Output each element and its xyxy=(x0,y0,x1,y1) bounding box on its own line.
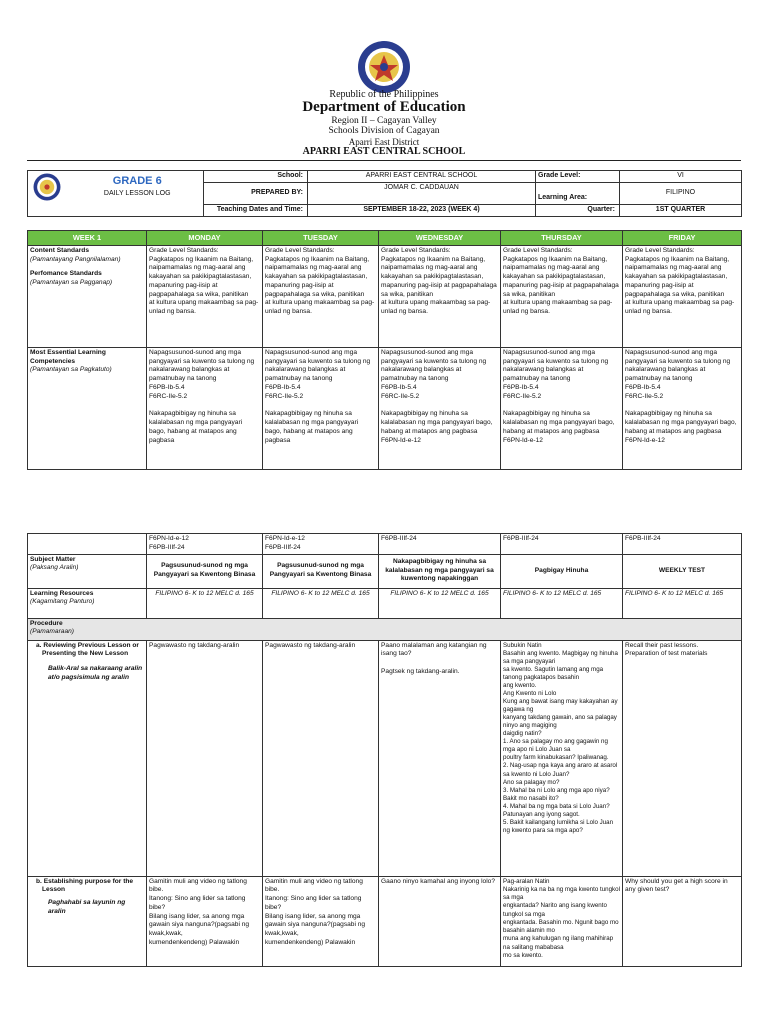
day-header-monday: MONDAY xyxy=(147,231,263,246)
lesson-table-part2 xyxy=(27,533,742,967)
melc-label: Most Essential Learning Competencies xyxy=(30,348,106,365)
resources-label: Learning Resources xyxy=(30,589,94,597)
step-b-friday: Why should you get a high score in any given test? xyxy=(623,876,742,966)
standards-tuesday: Grade Level Standards: Pagkatapos ng Ikaanim na Baitang, naipamamalas ng mag-aaral ang kakayahan sa pakikipagtalastasan, mapanuring pag-iisip at pagpapahalaga sa wika, panitikan at kultura upang makaambag sa pag-unlad ng bansa. xyxy=(263,245,379,347)
step-a-friday: Recall their past lessons. Preparation of test materials xyxy=(623,640,742,876)
step-b-label: b. Establishing purpose for the Lesson xyxy=(36,877,134,894)
prepared-value: JOMAR C. CADDAUAN xyxy=(308,182,536,204)
subject-sub: (Paksang Aralin) xyxy=(30,564,79,572)
grade-level-label: Grade Level: xyxy=(536,171,620,183)
school-value: APARRI EAST CENTRAL SCHOOL xyxy=(308,171,536,183)
melc-monday: Napagsusunod-sunod ang mga pangyayari sa kuwento sa tulong ng nakalarawang balangkas at pamatnubay na tanong F6PB-Ib-5.4 F6RC-IIe-5.2 Nakapagbibigay ng hinuha sa kalalabasan ng mga pangyayari bago, habang at matapos ang pagbasa xyxy=(147,347,263,469)
performance-standards-sub: (Pamantayan sa Pagganap) xyxy=(30,279,113,287)
procedure-sub: (Pamamaraan) xyxy=(30,628,74,636)
codes-monday: F6PN-Id-e-12 F6PB-IIIf-24 xyxy=(147,534,263,555)
standards-wednesday: Grade Level Standards: Pagkatapos ng Ikaanim na Baitang, naipamamalas ng mag-aaral ang kakayahan sa pakikipagtalastasan, mapanuring pag-iisip at pagpapahalaga sa wika, panitikan at kultura upang makaambag sa pag-unlad ng bansa. xyxy=(379,245,501,347)
resources-wednesday: FILIPINO 6- K to 12 MELC d. 165 xyxy=(379,588,501,618)
learning-area-label: Learning Area: xyxy=(536,182,620,204)
school-title: APARRI EAST CENTRAL SCHOOL xyxy=(302,146,466,157)
header-divider xyxy=(27,160,741,161)
subject-tuesday: Pagsusunud-sunod ng mga Pangyayari sa Kwentong Binasa xyxy=(263,554,379,588)
lesson-table-part1 xyxy=(27,230,742,470)
resources-tuesday: FILIPINO 6- K to 12 MELC d. 165 xyxy=(263,588,379,618)
melc-tuesday: Napagsusunod-sunod ang mga pangyayari sa kuwento sa tulong ng nakalarawang balangkas at pamatnubay na tanong F6PB-Ib-5.4 F6RC-IIe-5.2 Nakapagbibigay ng hinuha sa kalalabasan ng mga pangyayari bago, habang at matapos ang pagbasa xyxy=(263,347,379,469)
resources-monday: FILIPINO 6- K to 12 MELC d. 165 xyxy=(147,588,263,618)
codes-wednesday: F6PB-IIIf-24 xyxy=(379,534,501,555)
log-title: DAILY LESSON LOG xyxy=(103,189,171,197)
melc-label-cell xyxy=(28,347,147,469)
standards-thursday: Grade Level Standards: Pagkatapos ng Ikaanim na Baitang, naipamamalas ng mag-aaral ang kakayahan sa pakikipagtalastasan, mapanuring pag-iisip at pagpapahalaga sa wika, panitikan at kultura upang makaambag sa pag-unlad ng bansa. xyxy=(501,245,623,347)
week-header: WEEK 1 xyxy=(28,231,147,246)
step-a-wednesday: Paano malalaman ang katangian ng isang tao? Pagtsek ng takdang-aralin. xyxy=(379,640,501,876)
codes-tuesday: F6PN-Id-e-12 F6PB-IIIf-24 xyxy=(263,534,379,555)
resources-thursday: FILIPINO 6- K to 12 MELC d. 165 xyxy=(501,588,623,618)
dates-label: Teaching Dates and Time: xyxy=(204,204,308,216)
step-b-monday: Gamitin muli ang video ng tatlong bibe. Itanong: Sino ang lider sa tatlong bibe? Bilang isang lider, sa anong mga gawain siya nanguna?(pagsabi ng kwak,kwak, kumendenkendeng) Palawakin xyxy=(147,876,263,966)
step-a-tuesday: Pagwawasto ng takdang-aralin xyxy=(263,640,379,876)
grade-level-value: VI xyxy=(620,171,742,183)
grade-label: GRADE 6 xyxy=(112,175,162,187)
step-b-label-cell xyxy=(28,876,147,966)
deped-seal-icon xyxy=(357,40,411,94)
day-header-wednesday: WEDNESDAY xyxy=(379,231,501,246)
melc-sub: (Pamantayan sa Pagkatuto) xyxy=(30,366,112,374)
melc-thursday: Napagsusunod-sunod ang mga pangyayari sa kuwento sa tulong ng nakalarawang balangkas at pamatnubay na tanong F6PB-Ib-5.4 F6RC-IIe-5.2 Nakapagbibigay ng hinuha sa kalalabasan ng mga pangyayari bago, habang at matapos ang pagbasa F6PN-Id-e-12 xyxy=(501,347,623,469)
quarter-label: Quarter: xyxy=(536,204,620,216)
procedure-label: Procedure xyxy=(30,619,63,627)
subject-friday: WEEKLY TEST xyxy=(623,554,742,588)
procedure-row xyxy=(28,618,742,640)
learning-area-value: FILIPINO xyxy=(620,182,742,204)
school-label: School: xyxy=(204,171,308,183)
standards-friday: Grade Level Standards: Pagkatapos ng Ikaanim na Baitang, naipamamalas ng mag-aaral ang kakayahan sa pakikipagtalastasan, mapanuring pag-iisip at pagpapahalaga sa wika, panitikan at kultura upang makaambag sa pag-unlad ng bansa. xyxy=(623,245,742,347)
step-a-sub: Balik-Aral sa nakaraang aralin at/o pagsisimula ng aralin xyxy=(48,665,143,681)
codes-friday: F6PB-IIIf-24 xyxy=(623,534,742,555)
step-a-thursday: Subukin Natin Basahin ang kwento. Magbigay ng hinuha sa mga pangyayari sa kwento. Sagutin lamang ang mga tanong pagkatapos basahin ang kwento. Ang Kwento ni Lolo Kung ang bawat isang may kakayahan ay gagawa ng kanyang takdang gawain, ano sa palagay ninyo ang magiging daigdig natin? 1. Ano sa palagay mo ang gagawin ng mga apo ni Lolo Juan sa poultry farm kinabukasan? Ipaliwanag. 2. Nag-usap nga kaya ang araro at asarol sa kwento ni Lolo Juan? Ano sa palagay mo? 3. Mahal ba ni Lolo ang mga apo niya? Bakit mo nasabi ito? 4. Mahal ba ng mga bata si Lolo Juan? Patunayan ang iyong sagot. 5. Bakit kailangang lumikha si Lolo Juan ng kwento para sa mga apo? xyxy=(501,640,623,876)
small-seal-cell xyxy=(28,171,72,217)
day-header-friday: FRIDAY xyxy=(623,231,742,246)
codes-label-cell xyxy=(28,534,147,555)
district-text: Aparri East District xyxy=(348,137,420,147)
step-a-label: a. Reviewing Previous Lesson or Presenting the New Lesson xyxy=(36,641,139,658)
step-b-tuesday: Gamitin muli ang video ng tatlong bibe. Itanong: Sino ang lider sa tatlong bibe? Bilang isang lider, sa anong mga gawain siya nanguna?(pagsabi ng kwak,kwak, kumendenkendeng) Palawakin xyxy=(263,876,379,966)
day-header-thursday: THURSDAY xyxy=(501,231,623,246)
quarter-value: 1ST QUARTER xyxy=(620,204,742,216)
performance-standards-label: Perfomance Standards xyxy=(30,270,102,278)
resources-sub: (Kagamitang Panturo) xyxy=(30,598,95,606)
subject-monday: Pagsusunud-sunod ng mga Pangyayari sa Kwentong Binasa xyxy=(147,554,263,588)
subject-thursday: Pagbigay Hinuha xyxy=(501,554,623,588)
step-a-monday: Pagwawasto ng takdang-aralin xyxy=(147,640,263,876)
division-text: Schools Division of Cagayan xyxy=(328,126,440,136)
republic-text: Republic of the Philippines xyxy=(329,89,439,100)
subject-label-cell xyxy=(28,554,147,588)
step-b-wednesday: Gaano ninyo kamahal ang inyong lolo? xyxy=(379,876,501,966)
content-standards-sub: (Pamantayang Pangnilalaman) xyxy=(30,255,121,263)
step-b-sub: Paghahabi sa layunin ng aralin xyxy=(48,899,126,915)
dates-value: SEPTEMBER 18-22, 2023 (WEEK 4) xyxy=(308,204,536,216)
step-b-thursday: Pag-aralan Natin Nakarinig ka na ba ng mga kwento tungkol sa mga engkantada? Narito ang isang kwento tungkol sa mga engkantada. Basahin mo. Ngunit bago mo basahin alamin mo muna ang kahulugan ng ilang mahihirap na salitang mababasa mo sa kwento. xyxy=(501,876,623,966)
resources-friday: FILIPINO 6- K to 12 MELC d. 165 xyxy=(623,588,742,618)
deped-small-seal-icon xyxy=(33,173,61,201)
standards-label-cell xyxy=(28,245,147,347)
subject-label: Subject Matter xyxy=(30,555,76,563)
codes-thursday: F6PB-IIIf-24 xyxy=(501,534,623,555)
day-header-tuesday: TUESDAY xyxy=(263,231,379,246)
prepared-label: PREPARED BY: xyxy=(204,182,308,204)
subject-wednesday: Nakapagbibigay ng hinuha sa kalalabasan ng mga pangyayari sa kuwentong napakinggan xyxy=(379,554,501,588)
standards-monday: Grade Level Standards: Pagkatapos ng Ikaanim na Baitang, naipamamalas ng mag-aaral ang kakayahan sa pakikipagtalastasan, mapanuring pag-iisip at pagpapahalaga sa wika, panitikan at kultura upang makaambag sa pag-unlad ng bansa. xyxy=(147,245,263,347)
step-a-label-cell xyxy=(28,640,147,876)
content-standards-label: Content Standards xyxy=(30,246,89,254)
resources-label-cell xyxy=(28,588,147,618)
info-table xyxy=(27,170,742,217)
melc-friday: Napagsusunod-sunod ang mga pangyayari sa kuwento sa tulong ng nakalarawang balangkas at pamatnubay na tanong F6PB-Ib-5.4 F6RC-IIe-5.2 Nakapagbibigay ng hinuha sa kalalabasan ng mga pangyayari bago, habang at matapos ang pagbasa F6PN-Id-e-12 xyxy=(623,347,742,469)
region-text: Region II – Cagayan Valley xyxy=(331,116,437,126)
melc-wednesday: Napagsusunod-sunod ang mga pangyayari sa kuwento sa tulong ng nakalarawang balangkas at pamatnubay na tanong F6PB-Ib-5.4 F6RC-IIe-5.2 Nakapagbibigay ng hinuha sa kalalabasan ng mga pangyayari bago, habang at matapos ang pagbasa F6PN-Id-e-12 xyxy=(379,347,501,469)
department-title: Department of Education xyxy=(302,99,466,115)
grade-cell xyxy=(72,171,204,217)
